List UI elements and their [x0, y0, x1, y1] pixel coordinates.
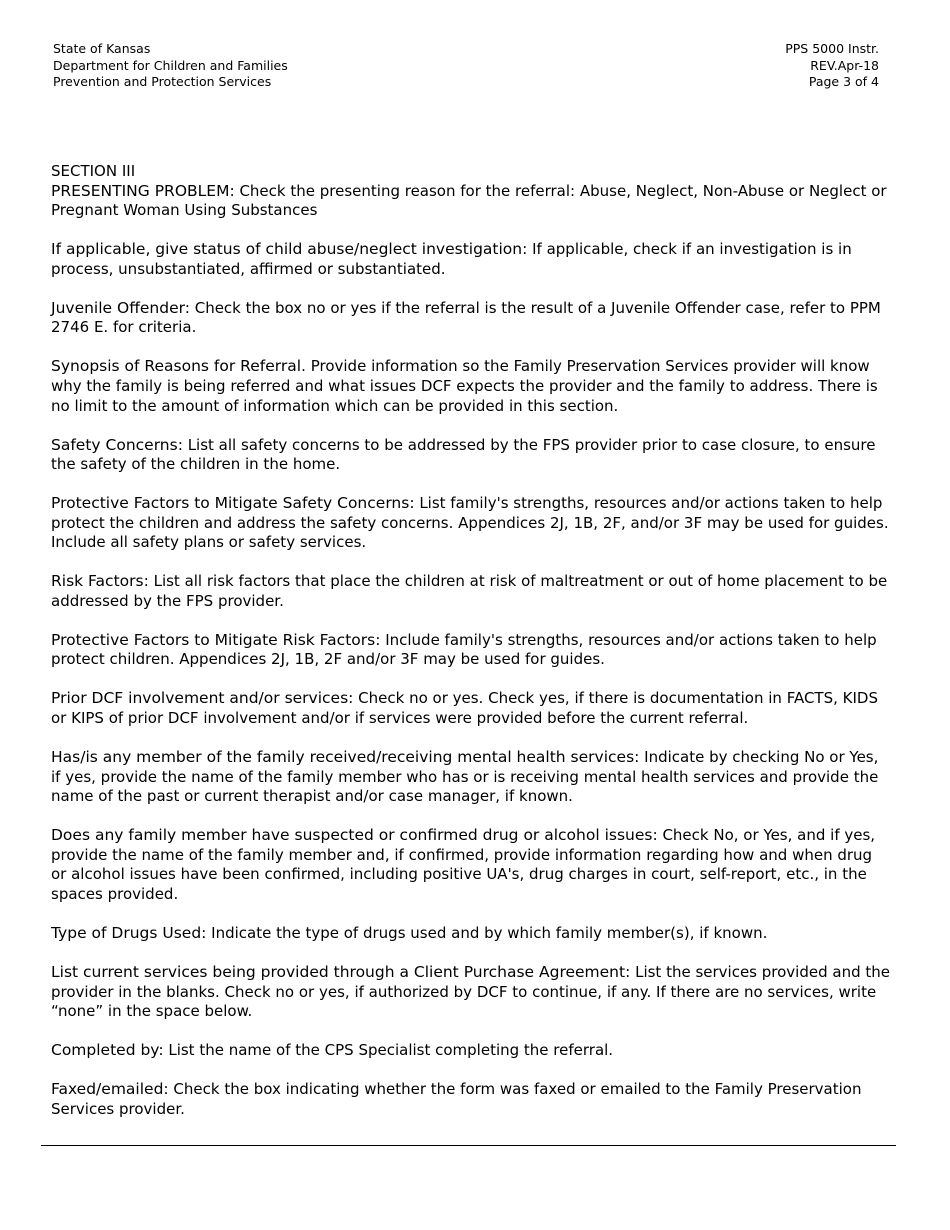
paragraph-heading: Faxed/emailed: — [51, 1080, 169, 1099]
header-state: State of Kansas — [53, 41, 151, 56]
paragraph-protective-factors-safety — [51, 494, 891, 553]
header-agency-block — [53, 41, 288, 91]
paragraph-heading: Does any family member have suspected or confirmed drug or alcohol issues: — [51, 826, 658, 845]
paragraph-safety-concerns — [51, 436, 891, 475]
paragraph-synopsis — [51, 357, 891, 416]
paragraph-protective-factors-risk — [51, 631, 891, 670]
section-title: SECTION III — [51, 162, 136, 180]
header-revision: REV.Apr-18 — [810, 57, 879, 73]
paragraph-drugs-used — [51, 924, 891, 944]
footer-divider — [41, 1145, 896, 1146]
paragraph-mental-health — [51, 748, 891, 807]
paragraph-text: Check the box indicating whether the form was faxed or emailed to the Family Preservation Services provider. — [51, 1080, 862, 1118]
paragraph-text: List all safety concerns to be addressed by the FPS provider prior to case closure, to ensure the safety of the children in the home. — [51, 435, 876, 474]
paragraph-completed-by — [51, 1041, 891, 1061]
paragraph-heading: Synopsis of Reasons for Referral. — [51, 357, 306, 376]
paragraph-heading: Juvenile Offender: — [51, 298, 190, 317]
paragraph-heading: Protective Factors to Mitigate Safety Concerns: — [51, 494, 415, 513]
paragraph-text: Indicate by checking No or Yes, if yes, provide the name of the family member who has or is receiving mental health services and provide the name of the past or current therapist and/or case manager, if known. — [51, 747, 879, 806]
header-page-number: Page 3 of 4 — [808, 74, 879, 89]
header-form-info-block — [785, 41, 879, 91]
paragraph-heading: Safety Concerns: — [51, 435, 183, 454]
paragraph-text: Include family's strengths, resources and/or actions taken to help protect children. Appendices 2J, 1B, 2F and/or 3F may be used for guides. — [51, 630, 877, 669]
paragraph-presenting-problem — [51, 182, 891, 221]
paragraph-investigation-status — [51, 240, 891, 279]
paragraph-text: List the name of the CPS Specialist completing the referral. — [163, 1041, 614, 1060]
paragraph-text: Check the presenting reason for the referral: Abuse, Neglect, Non-Abuse or Neglect or Pregnant Woman Using Substances — [51, 181, 887, 220]
paragraph-text: If applicable, check if an investigation is in process, unsubstantiated, affirmed or substantiated. — [51, 240, 852, 278]
paragraph-text: Provide information so the Family Preservation Services provider will know why the family is being referred and what issues DCF expects the provider and the family to address. There is no limit to the amount of information which can be provided in this section. — [51, 357, 878, 415]
paragraph-prior-dcf-involvement — [51, 689, 891, 728]
paragraph-text: Check no or yes. Check yes, if there is documentation in FACTS, KIDS or KIPS of prior DCF involvement and/or if services were provided before the current referral. — [51, 689, 878, 727]
paragraph-text: List the services provided and the provider in the blanks. Check no or yes, if authorized by DCF to continue, if any. If there are no services, write “none” in the space below. — [51, 962, 890, 1021]
paragraph-heading: PRESENTING PROBLEM: — [51, 181, 235, 200]
header-form-number: PPS 5000 Instr. — [785, 41, 879, 56]
paragraph-heading: Prior DCF involvement and/or services: — [51, 689, 354, 708]
paragraph-risk-factors — [51, 572, 891, 611]
paragraph-text: Check the box no or yes if the referral is the result of a Juvenile Offender case, refer to PPM 2746 E. for criteria. — [51, 298, 881, 337]
instructions-body — [51, 162, 891, 1139]
paragraph-text: List all risk factors that place the children at risk of maltreatment or out of home placement to be addressed by the FPS provider. — [51, 572, 888, 610]
paragraph-text: List family's strengths, resources and/or actions taken to help protect the children and address the safety concerns. Appendices 2J, 1B, 2F, and/or 3F may be used for guides. Include all safety plans or safety services. — [51, 494, 889, 552]
paragraph-current-services — [51, 963, 891, 1022]
paragraph-heading: Protective Factors to Mitigate Risk Factors: — [51, 630, 381, 649]
paragraph-drug-alcohol — [51, 826, 891, 904]
paragraph-heading: Risk Factors: — [51, 572, 149, 591]
paragraph-heading: If applicable, give status of child abuse/neglect investigation: — [51, 240, 528, 259]
header-department: Department for Children and Families — [53, 57, 288, 73]
paragraph-text: Check No, or Yes, and if yes, provide the name of the family member and, if confirmed, provide information regarding how and when drug or alcohol issues have been confirmed, including positive UA's, drug charges in court, self-report, etc., in the spaces provided. — [51, 826, 876, 903]
paragraph-heading: Has/is any member of the family received/receiving mental health services: — [51, 747, 640, 766]
paragraph-text: Indicate the type of drugs used and by which family member(s), if known. — [206, 923, 768, 942]
paragraph-faxed-emailed — [51, 1080, 891, 1119]
header-division: Prevention and Protection Services — [53, 74, 272, 89]
paragraph-heading: List current services being provided through a Client Purchase Agreement: — [51, 962, 631, 981]
paragraph-heading: Type of Drugs Used: — [51, 923, 207, 942]
paragraph-heading: Completed by: — [51, 1041, 164, 1060]
paragraph-juvenile-offender — [51, 299, 891, 338]
